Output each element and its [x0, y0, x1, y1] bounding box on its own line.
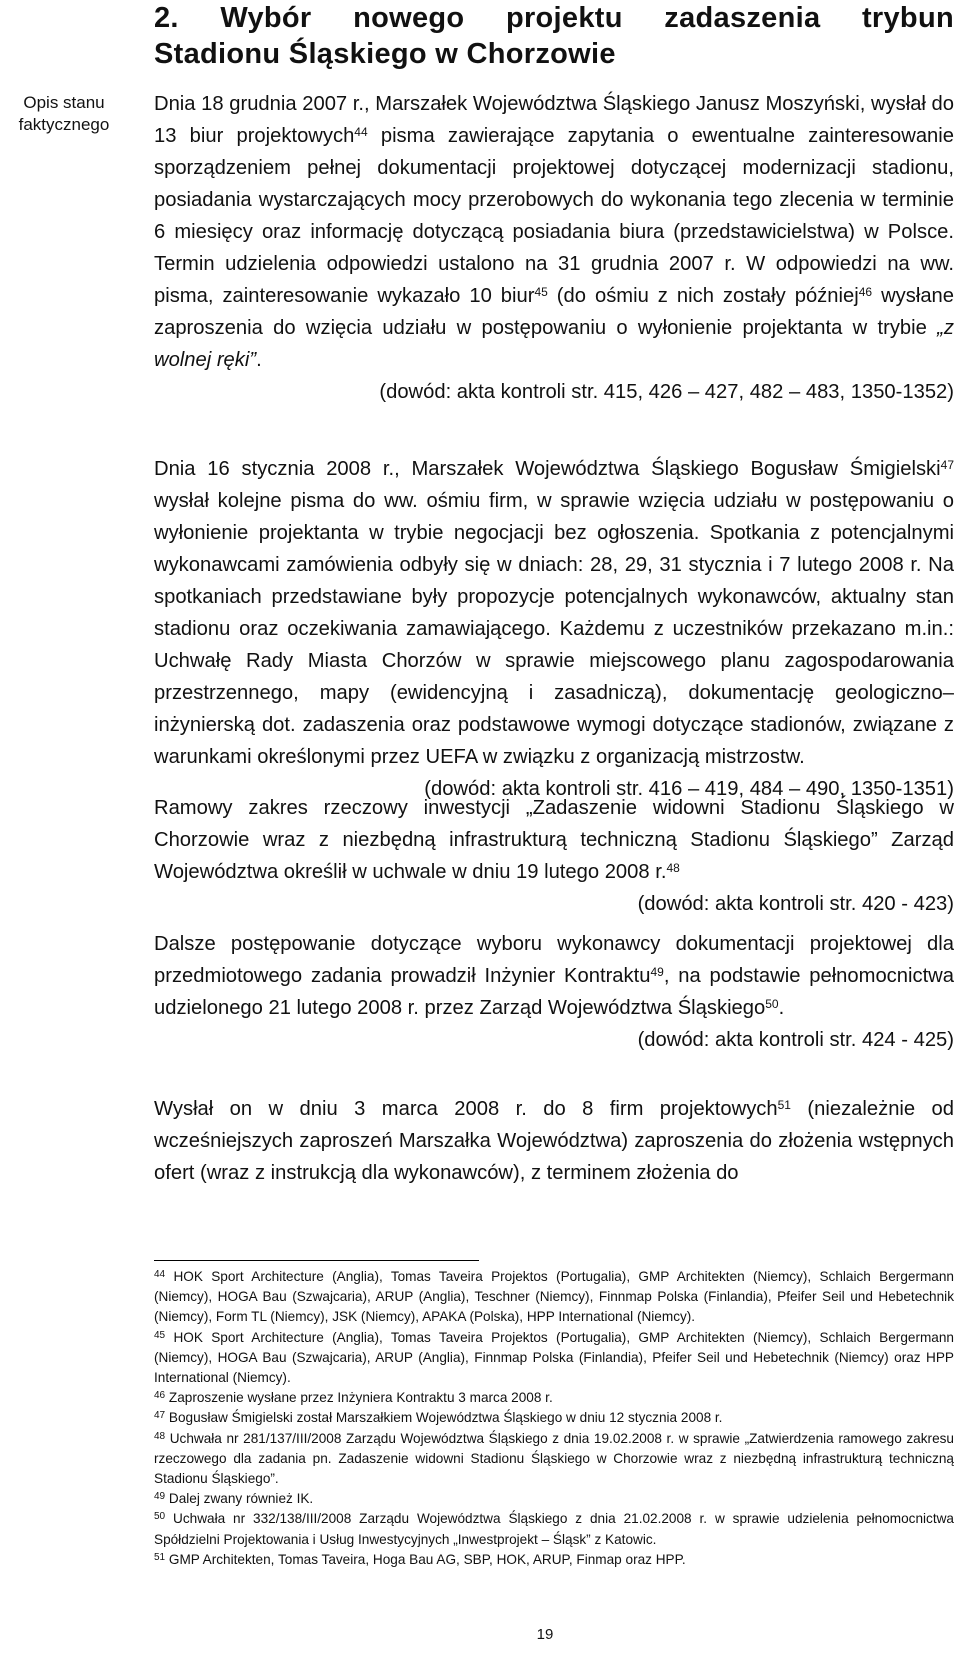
paragraph-4 [154, 928, 954, 1056]
footnote: $^{47}$ Bogusław Śmigielski został Marszałkiem Województwa Śląskiego w dniu 12 stycznia 2008 r. [154, 1410, 723, 1426]
paragraph-5 [154, 1093, 954, 1189]
paragraph-1-text: Dnia 18 grudnia 2007 r., Marszałek Województwa Śląskiego Janusz Moszyński, wysłał do 13 biur projektowych$^{44}$ pisma zawierające zapytania o ewentualne zainteresowanie sporządzeniem pełnej dokumentacji projektowej dotyczącej modernizacji stadionu, posiadania wystarczających mocy przerobowych do wykonania tego zlecenia w terminie 6 miesięcy oraz informację dotyczącą posiadania biura (przedstawicielstwa) w Polsce. Termin udzielenia odpowiedzi ustalono na 31 grudnia 2007 r. W odpowiedzi na ww. pisma, zainteresowanie wykazało 10 biur$^{45}$ (do ośmiu z nich zostały później$^{46}$ wysłane zaproszenia do wzięcia udziału w postępowaniu o wyłonienie projektanta w trybie „z wolnej ręki”. [154, 93, 955, 371]
paragraph-2 [154, 453, 954, 805]
heading-word: 2. [154, 2, 179, 34]
footnote-ref: 44 [354, 125, 368, 139]
page-number: 19 [536, 1626, 554, 1643]
footnote-ref: 46 [858, 285, 873, 299]
paragraph-4-text: Dalsze postępowanie dotyczące wyboru wykonawcy dokumentacji projektowej dla przedmiotowego zadania prowadził Inżynier Kontraktu$^{49}$, na podstawie pełnomocnictwa udzielonego 21 lutego 2008 r. przez Zarząd Województwa Śląskiego$^{50}$. [154, 933, 954, 1019]
paragraph-3-text: Ramowy zakres rzeczowy inwestycji „Zadaszenie widowni Stadionu Śląskiego w Chorzowie wraz z niezbędną infrastrukturą techniczną Stadionu Śląskiego” Zarząd Województwa określił w uchwale w dniu 19 lutego 2008 r.$^{48}$ [154, 797, 954, 883]
footnote: $^{50}$ Uchwała nr 332/138/III/2008 Zarządu Województwa Śląskiego z dnia 21.02.2008 r. w sprawie udzielenia pełnomocnictwa Spółdzielni Projektowania i Usług Inwestycyjnych „Inwestprojekt – Śląsk” z Katowic. [154, 1511, 954, 1547]
margin-label-line-2: faktycznego [18, 115, 110, 134]
heading-word: zadaszenia [664, 2, 821, 34]
footnote: $^{48}$ Uchwała nr 281/137/III/2008 Zarządu Województwa Śląskiego z dnia 19.02.2008 r. w sprawie „Zatwierdzenia ramowego zakresu rzeczowego dla zadania pn. Zadaszenie widowni Stadionu Śląskiego w Chorzowie wraz z niezbędną infrastrukturą techniczną Stadionu Śląskiego”. [154, 1430, 954, 1487]
evidence-note: (dowód: akta kontroli str. 415, 426 – 427, 482 – 483, 1350-1352) [379, 381, 954, 403]
footnote-ref: 48 [666, 861, 680, 875]
margin-label [0, 92, 128, 136]
margin-label-line-1: Opis stanu [23, 93, 105, 112]
footnotes [154, 1267, 954, 1570]
footnote-ref: 45 [534, 285, 548, 299]
footnote-ref: 51 [777, 1098, 791, 1112]
section-heading [154, 0, 954, 72]
paragraph-2-text: Dnia 16 stycznia 2008 r., Marszałek Województwa Śląskiego Bogusław Śmigielski$^{47}$ wysłał kolejne pisma do ww. ośmiu firm, w sprawie wzięcia udziału w postępowaniu o wyłonienie projektanta w trybie negocjacji bez ogłoszenia. Spotkania z potencjalnymi wykonawcami zamówienia odbyły się w dniach: 28, 29, 31 stycznia i 7 lutego 2008 r. Na spotkaniach przedstawiane były propozycje potencjalnych wykonawców, aktualny stan stadionu oraz oczekiwania zamawiającego. Każdemu z uczestników przekazano m.in.: Uchwałę Rady Miasta Chorzów w sprawie miejscowego planu zagospodarowania przestrzennego, mapy (ewidencyjną i zasadniczą), dokumentację geologiczno–inżynierską dot. zadaszenia oraz podstawowe wymogi dotyczące stadionów, związane z warunkami określonymi przez UEFA w związku z organizacją mistrzostw. [154, 458, 954, 768]
footnote-ref: 47 [940, 458, 954, 472]
evidence-note: (dowód: akta kontroli str. 416 – 419, 484 – 490, 1350-1351) [424, 778, 954, 800]
footnote-separator [154, 1260, 479, 1261]
footnote-ref: 49 [650, 965, 664, 979]
heading-line-2: Stadionu Śląskiego w Chorzowie [154, 38, 616, 70]
italic-phrase: „z wolnej ręki” [154, 317, 954, 371]
footnote-ref: 50 [765, 997, 779, 1011]
evidence-note: (dowód: akta kontroli str. 424 - 425) [637, 1029, 954, 1051]
heading-word: trybun [861, 2, 954, 34]
heading-line-1 [154, 0, 954, 36]
footnote: $^{51}$ GMP Architekten, Tomas Taveira, Hoga Bau AG, SBP, HOK, ARUP, Finmap oraz HPP. [154, 1551, 686, 1567]
paragraph-3 [154, 792, 954, 920]
paragraph-5-text: Wysłał on w dniu 3 marca 2008 r. do 8 firm projektowych$^{51}$ (niezależnie od wcześniejszych zaproszeń Marszałka Województwa) zaproszenia do złożenia wstępnych ofert (wraz z instrukcją dla wykonawców), z terminem złożenia do [154, 1098, 955, 1184]
footnote: $^{45}$ HOK Sport Architecture (Anglia), Tomas Taveira Projektos (Portugalia), GMP Architekten (Niemcy), Schlaich Bergermann (Niemcy), HOGA Bau (Szwajcaria), ARUP (Anglia), Finnmap Polska (Finlandia), Pfeifer Seil und Hebetechnik (Niemcy) oraz HPP International (Niemcy). [154, 1329, 954, 1386]
evidence-note: (dowód: akta kontroli str. 420 - 423) [637, 893, 954, 915]
footnote: $^{44}$ HOK Sport Architecture (Anglia), Tomas Taveira Projektos (Portugalia), GMP Architekten (Niemcy), Schlaich Bergermann (Niemcy), HOGA Bau (Szwajcaria), ARUP (Anglia), Teschner (Niemcy), Finnmap Polska (Finlandia), Pfeifer Seil und Hebetechnik (Niemcy), Form TL (Niemcy), JSK (Niemcy), APAKA (Polska), HPP International (Niemcy). [154, 1269, 954, 1325]
heading-word: projektu [505, 2, 623, 34]
paragraph-1 [154, 88, 954, 408]
footnote: $^{46}$ Zaproszenie wysłane przez Inżyniera Kontraktu 3 marca 2008 r. [154, 1390, 553, 1406]
heading-word: nowego [353, 2, 465, 34]
heading-word: Wybór [220, 2, 312, 34]
footnote: $^{49}$ Dalej zwany również IK. [154, 1491, 314, 1507]
